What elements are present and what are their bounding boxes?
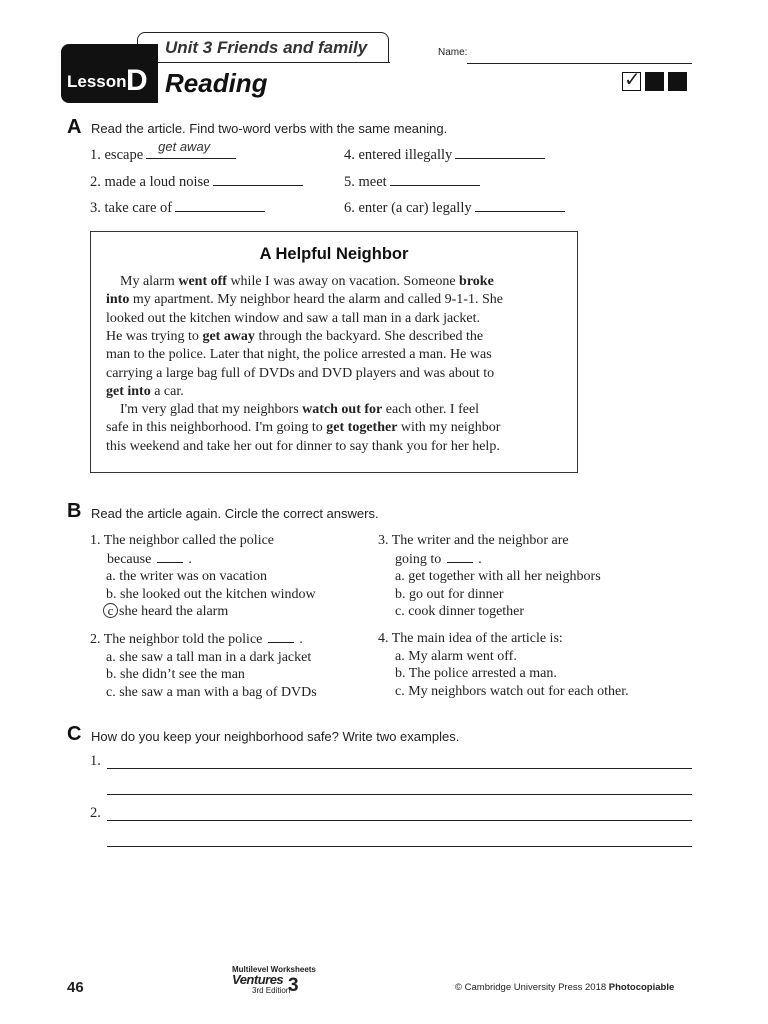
- question-stem: 1. The neighbor called the police: [90, 533, 275, 548]
- two-word-verb: get together: [326, 420, 398, 436]
- option-c[interactable]: c. cook dinner together: [395, 604, 525, 619]
- question-stem-cont: going to .: [395, 551, 482, 567]
- two-word-verb: get into: [106, 383, 151, 399]
- answer-blank: [157, 550, 183, 563]
- option-b[interactable]: b. go out for dinner: [395, 586, 504, 602]
- question-stem: 2. The neighbor told the police .: [90, 632, 303, 647]
- answer-blank: [447, 550, 473, 563]
- section-b-letter: B: [67, 500, 82, 522]
- article-text: carrying a large bag full of DVDs and DVD players and was about to: [106, 365, 495, 381]
- question-2: [90, 630, 317, 701]
- vocab-item-2: [90, 172, 303, 191]
- article-text: while I was away on vacation. Someone: [226, 274, 460, 289]
- option-a[interactable]: a. get together with all her neighbors: [395, 569, 601, 584]
- article-line: [106, 291, 503, 309]
- question-3: [378, 532, 601, 621]
- section-b-instruction: Read the article again. Circle the correct answers.: [91, 506, 379, 521]
- question-stem: 4. The main idea of the article is:: [378, 631, 563, 646]
- question-1: [90, 532, 316, 621]
- article-title: A Helpful Neighbor: [259, 245, 409, 263]
- page-title: Reading: [165, 68, 268, 98]
- answer-blank[interactable]: [175, 198, 265, 212]
- brand-level: 3: [288, 975, 299, 996]
- two-word-verb: get away: [202, 328, 255, 344]
- question-stem: 3. The writer and the neighbor are: [378, 533, 569, 548]
- handwritten-answer: get away: [158, 139, 211, 154]
- article-line: [106, 346, 492, 364]
- copyright-text: © Cambridge University Press 2018: [455, 982, 607, 993]
- option-b[interactable]: b. The police arrested a man.: [395, 666, 557, 681]
- level-indicator: [622, 67, 687, 91]
- article-text: man to the police. Later that night, the police arrested a man. He was: [106, 347, 492, 363]
- write-line[interactable]: [107, 768, 692, 769]
- write-item-2-label: 2.: [90, 805, 101, 821]
- vocab-item-4: [344, 145, 545, 164]
- article-text: He was trying to: [106, 328, 203, 344]
- two-word-verb: broke: [459, 274, 494, 289]
- option-a[interactable]: a. My alarm went off.: [395, 648, 517, 664]
- ventures-logo: [232, 965, 316, 995]
- article-line: [106, 419, 500, 437]
- two-word-verb: into: [106, 292, 130, 308]
- answer-blank[interactable]: [146, 139, 236, 159]
- article-text: safe in this neighborhood. I'm going to: [106, 420, 327, 436]
- article-text: My alarm: [106, 274, 179, 289]
- vocab-item-label: 6. enter (a car) legally: [344, 200, 472, 216]
- article-line: [106, 401, 479, 419]
- lesson-letter: D: [126, 64, 148, 97]
- option-a[interactable]: a. she saw a tall man in a dark jacket: [106, 649, 312, 665]
- answer-blank[interactable]: [390, 172, 480, 186]
- article-text: I'm very glad that my neighbors: [106, 402, 303, 418]
- answer-blank: [268, 630, 294, 643]
- article-line: [106, 273, 494, 291]
- brand-subtitle: Multilevel Worksheets: [232, 965, 316, 974]
- article-line: [106, 310, 480, 328]
- option-c[interactable]: c. she saw a man with a bag of DVDs: [106, 684, 317, 700]
- article-text: each other. I feel: [382, 402, 480, 418]
- section-c-letter: C: [67, 723, 82, 745]
- vocab-item-label: 4. entered illegally: [344, 147, 453, 163]
- vocab-item-label: 2. made a loud noise: [90, 174, 210, 190]
- two-word-verb: watch out for: [302, 402, 383, 418]
- article-text: looked out the kitchen window and saw a tall man in a dark jacket.: [106, 310, 481, 326]
- option-c[interactable]: c. My neighbors watch out for each other.: [395, 683, 629, 699]
- option-c[interactable]: c she heard the alarm: [90, 603, 316, 621]
- page-number: 46: [67, 979, 84, 996]
- brand-name: Ventures: [232, 972, 284, 987]
- vocab-item-6: [344, 198, 565, 217]
- answer-blank[interactable]: [213, 172, 303, 186]
- option-b[interactable]: b. she didn’t see the man: [106, 667, 245, 682]
- answer-blank[interactable]: [455, 145, 545, 159]
- article-text: my apartment. My neighbor heard the alarm and called 9-1-1. She: [129, 292, 503, 308]
- article-line: [106, 383, 184, 401]
- answer-circle-icon: c: [103, 603, 118, 618]
- vocab-item-5: [344, 172, 480, 191]
- vocab-item-3: [90, 198, 265, 217]
- brand-edition: 3rd Edition: [252, 986, 291, 995]
- option-b[interactable]: b. she looked out the kitchen window: [106, 586, 316, 602]
- article-text: a car.: [150, 383, 184, 399]
- vocab-item-label: 3. take care of: [90, 200, 173, 216]
- name-field-line[interactable]: [467, 63, 692, 64]
- level-1-checked-icon: [622, 67, 641, 91]
- vocab-item-label: 5. meet: [344, 174, 387, 190]
- vocab-item-1: [90, 139, 236, 164]
- level-2-icon: [645, 72, 664, 91]
- section-a-letter: A: [67, 116, 82, 138]
- question-4: [378, 630, 629, 700]
- option-a[interactable]: a. the writer was on vacation: [106, 569, 267, 584]
- copyright: [455, 982, 674, 993]
- section-c-instruction: How do you keep your neighborhood safe? Write two examples.: [91, 729, 460, 744]
- article-text: with my neighbor: [397, 420, 501, 436]
- answer-blank[interactable]: [475, 198, 565, 212]
- article-line: [106, 438, 500, 456]
- article-text: this weekend and take her out for dinner to say thank you for her help.: [106, 438, 500, 454]
- article-text: through the backyard. She described the: [254, 328, 484, 344]
- header-rule: [137, 62, 390, 63]
- unit-title: Unit 3 Friends and family: [165, 38, 368, 57]
- two-word-verb: went off: [178, 274, 227, 289]
- name-label: Name:: [438, 47, 468, 58]
- vocab-item-label: 1. escape: [90, 147, 144, 163]
- photocopiable-label: Photocopiable: [608, 982, 675, 993]
- write-line[interactable]: [107, 820, 692, 821]
- article-line: [106, 365, 494, 383]
- write-line[interactable]: [107, 794, 692, 795]
- check-icon: ✓: [624, 67, 641, 91]
- write-line[interactable]: [107, 846, 692, 847]
- article-line: [106, 328, 483, 346]
- write-item-1-label: 1.: [90, 753, 101, 769]
- question-stem-cont: because .: [107, 551, 192, 567]
- section-a-instruction: Read the article. Find two-word verbs with the same meaning.: [91, 121, 448, 136]
- level-3-icon: [668, 72, 687, 91]
- lesson-word: Lesson: [67, 72, 127, 91]
